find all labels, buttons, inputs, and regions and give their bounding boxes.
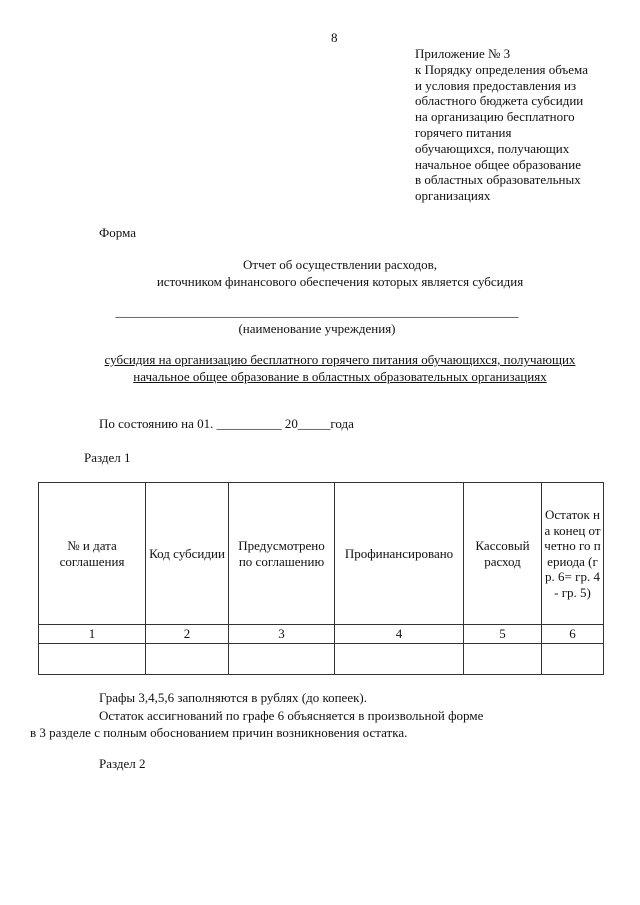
appendix-line: обучающихся, получающих: [415, 140, 570, 156]
appendix-line: на организацию бесплатного: [415, 109, 575, 125]
empty-cell[interactable]: [39, 644, 146, 675]
appendix-line: начальное общее образование: [415, 156, 581, 172]
column-number: 4: [335, 625, 464, 644]
empty-cell[interactable]: [542, 644, 604, 675]
header-cell: Профинансировано: [335, 483, 464, 625]
column-number: 3: [229, 625, 335, 644]
header-cell: № и дата соглашения: [39, 483, 146, 625]
empty-cell[interactable]: [335, 644, 464, 675]
section-2-heading: Раздел 2: [99, 756, 146, 771]
column-number: 6: [542, 625, 604, 644]
report-table: [38, 482, 604, 675]
appendix-line: в областных образовательных: [415, 172, 581, 188]
title-line: Отчет об осуществлении расходов,: [243, 257, 437, 272]
appendix-line: горячего питания: [415, 124, 512, 140]
title-line: источником финансового обеспечения которых является субсидия: [156, 274, 524, 289]
appendix-line: к Порядку определения объема: [415, 61, 588, 77]
table-header-row: [39, 483, 604, 625]
appendix-line: Приложение № 3: [415, 46, 511, 61]
section-1-heading: Раздел 1: [84, 450, 131, 465]
form-label: Форма: [99, 225, 136, 240]
note-line: в 3 разделе с полным обоснованием причин возникновения остатка.: [30, 725, 408, 740]
empty-cell[interactable]: [229, 644, 335, 675]
empty-cell[interactable]: [146, 644, 229, 675]
column-number: 1: [39, 625, 146, 644]
as-of-date: По состоянию на 01. __________ 20_____года: [99, 416, 354, 431]
empty-cell[interactable]: [464, 644, 542, 675]
subsidy-name: [0, 351, 640, 385]
note-line: Остаток ассигнований по графе 6 объясняется в произвольной форме: [99, 708, 484, 723]
institution-caption: (наименование учреждения): [238, 321, 396, 336]
table-row: [39, 644, 604, 675]
page-number: 8: [331, 30, 338, 45]
appendix-line: областного бюджета субсидии: [415, 93, 584, 109]
table-number-row: [39, 625, 604, 644]
subsidy-line: начальное общее образование в областных образовательных организациях: [133, 369, 547, 384]
institution-line[interactable]: ______________________________________________________________: [115, 304, 519, 319]
report-title: [0, 256, 640, 290]
subsidy-line: субсидия на организацию бесплатного горячего питания обучающихся, получающих: [104, 352, 576, 367]
header-cell: Кассовый расход: [464, 483, 542, 625]
column-number: 2: [146, 625, 229, 644]
note-line: Графы 3,4,5,6 заполняются в рублях (до копеек).: [99, 690, 367, 705]
appendix-line: организациях: [415, 188, 491, 204]
header-cell: Код субсидии: [146, 483, 229, 625]
appendix-block: [415, 46, 588, 204]
header-cell: Предусмотрено по соглашению: [229, 483, 335, 625]
header-cell: Остаток на конец отчетно го периода (гр. 6= гр. 4- гр. 5): [542, 483, 604, 625]
appendix-line: и условия предоставления из: [415, 77, 577, 93]
column-number: 5: [464, 625, 542, 644]
